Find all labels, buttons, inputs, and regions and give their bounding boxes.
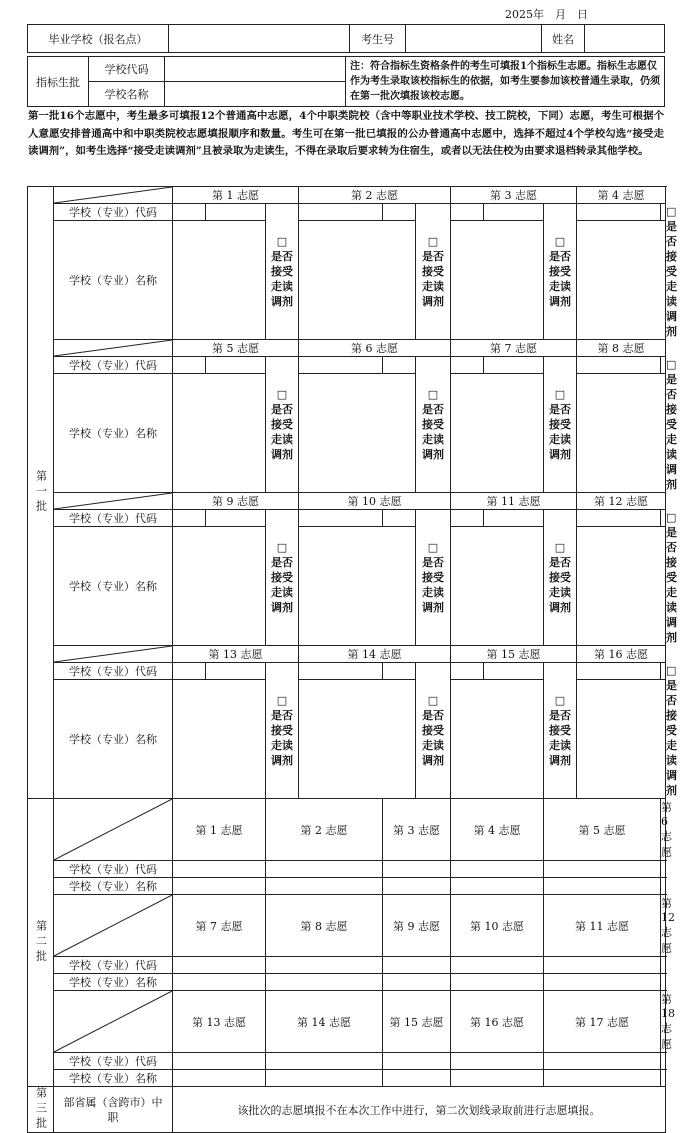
batch1-code-label: 学校（专业）代码 [54,357,173,374]
batch2-name-input[interactable] [173,974,266,991]
batch2-choice-header: 第 6 志愿 [661,799,666,861]
batch1-name-input[interactable] [299,221,416,340]
batch1-choice-header: 第 4 志愿 [577,187,666,204]
batch1-name-input[interactable] [299,527,416,646]
accept-commute-text: 走读 [271,280,293,293]
accept-commute-text: 是否 [549,403,571,416]
school-label: 毕业学校（报名点） [28,25,169,53]
indicator-title: 指标生批 [28,57,89,107]
batch2-name-label: 学校（专业）名称 [54,878,173,895]
accept-commute-text: 走读 [422,433,444,446]
accept-commute-text: 调剂 [422,448,444,461]
student-info-table [27,24,665,53]
batch3-note: 该批次的志愿填报不在本次工作中进行，第二次划线录取前进行志愿填报。 [173,1087,666,1133]
checkbox-icon[interactable]: □ [427,235,439,248]
batch1-code-input[interactable] [661,204,666,221]
indicator-code-label: 学校代码 [89,57,165,82]
batch1-name-input[interactable] [577,680,666,799]
batch1-name-label: 学校（专业）名称 [54,680,173,799]
accept-commute-checkbox[interactable] [416,663,451,799]
checkbox-icon[interactable]: □ [276,388,288,401]
date-line: 2025年 月 日 [505,8,588,21]
accept-commute-text: 是否 [271,556,293,569]
batch2-code-input[interactable] [266,957,383,974]
accept-commute-text: 调剂 [549,754,571,767]
accept-commute-text: 调剂 [422,295,444,308]
batch1-name-input[interactable] [451,374,544,493]
batch3-dept-label: 部省属（含跨市）中职 [54,1087,173,1133]
accept-commute-checkbox[interactable] [416,510,451,646]
batch1-name-input[interactable] [451,680,544,799]
batch2-choice-header: 第 8 志愿 [266,895,383,957]
batch1-code-input[interactable] [383,510,416,527]
accept-commute-text: 是否 [422,556,444,569]
batch1-code-input[interactable] [299,663,383,680]
accept-commute-text: 是否 [422,709,444,722]
batch2-code-input[interactable] [173,861,266,878]
batch1-name-label: 学校（专业）名称 [54,221,173,340]
batch1-label: 第一批 [28,187,54,799]
batch2-name-input[interactable] [451,878,544,895]
batch1-choice-header: 第 3 志愿 [451,187,577,204]
accept-commute-text: 接受 [422,724,444,737]
diagonal-header-cell [54,799,173,861]
batch1-name-input[interactable] [299,374,416,493]
batch1-name-input[interactable] [173,527,266,646]
indicator-name-label: 学校名称 [89,82,165,107]
batch1-choice-header: 第 5 志愿 [173,340,299,357]
accept-commute-checkbox[interactable] [416,357,451,493]
checkbox-icon[interactable]: □ [427,541,439,554]
accept-commute-text: 走读 [271,433,293,446]
accept-commute-text: 调剂 [271,295,293,308]
batch1-name-input[interactable] [451,527,544,646]
batch1-code-input[interactable] [451,663,484,680]
batch2-choice-header: 第 11 志愿 [544,895,661,957]
batch1-name-input[interactable] [577,374,666,493]
accept-commute-text: 调剂 [549,448,571,461]
accept-commute-text: 调剂 [549,295,571,308]
accept-commute-text: 是否 [271,709,293,722]
accept-commute-text: 接受 [549,724,571,737]
batch2-choice-header: 第 5 志愿 [544,799,661,861]
batch2-name-input[interactable] [451,1070,544,1087]
batch2-code-label: 学校（专业）代码 [54,861,173,878]
accept-commute-text: 接受 [422,265,444,278]
batch2-name-input[interactable] [661,1070,666,1087]
accept-commute-checkbox[interactable] [544,204,577,340]
accept-commute-checkbox[interactable] [416,204,451,340]
accept-commute-text: 是否 [422,250,444,263]
accept-commute-text: 走读 [549,739,571,752]
batch2-name-input[interactable] [266,878,383,895]
batch2-choice-header: 第 17 志愿 [544,991,661,1053]
intro-text: 第一批16个志愿中，考生最多可填报12个普通高中志愿，4个中职类院校（含中等职业技术学校、技工院校，下同）志愿，考生可根据个人意愿安排普通高中和中职类院校志愿填报顺序和数量。考生可在第一批已填报的公办普通高中志愿中，选择不超过4个学校勾选“接受走读调剂”，如考生选择“接受走读调剂”且被录取为走读生，不得在录取后要求转为住宿生，或者以无法住校为由要求退档转录其他学校。 [28,110,664,157]
diagonal-header-cell [54,493,173,510]
accept-commute-text: 走读 [422,280,444,293]
batch2-choice-header: 第 4 志愿 [451,799,544,861]
batch1-code-input[interactable] [299,510,383,527]
accept-commute-text: 是否 [422,403,444,416]
batch1-code-input[interactable] [661,357,666,374]
diagonal-header-cell [54,340,173,357]
batch1-name-input[interactable] [173,221,266,340]
accept-commute-text: 是否 [549,556,571,569]
batch2-choice-header: 第 10 志愿 [451,895,544,957]
batch2-code-input[interactable] [383,957,451,974]
batch2-choice-header: 第 2 志愿 [266,799,383,861]
accept-commute-text: 走读 [422,739,444,752]
batch2-code-input[interactable] [451,1053,544,1070]
batch1-code-input[interactable] [299,204,383,221]
batch2-name-input[interactable] [661,878,666,895]
accept-commute-text: 接受 [422,571,444,584]
batch2-code-label: 学校（专业）代码 [54,1053,173,1070]
batch2-name-input[interactable] [383,1070,451,1087]
checkbox-icon[interactable]: □ [276,694,288,707]
accept-commute-text: 走读 [549,586,571,599]
batch2-name-input[interactable] [451,974,544,991]
diagonal-header-cell [54,187,173,204]
batch1-code-input[interactable] [299,357,383,374]
accept-commute-text: 调剂 [271,754,293,767]
accept-commute-text: 调剂 [271,601,293,614]
accept-commute-text: 走读 [422,586,444,599]
accept-commute-text: 是否 [549,250,571,263]
batch2-name-input[interactable] [661,974,666,991]
batch1-code-input[interactable] [577,204,661,221]
batch1-code-input[interactable] [484,204,544,221]
batch1-name-input[interactable] [451,221,544,340]
batch1-choice-header: 第 11 志愿 [451,493,577,510]
batch1-choice-header: 第 13 志愿 [173,646,299,663]
batch2-choice-header: 第 12 志愿 [661,895,666,957]
batch1-code-input[interactable] [206,510,266,527]
batch2-name-input[interactable] [266,1070,383,1087]
accept-commute-text: 接受 [549,571,571,584]
diagonal-header-cell [54,895,173,957]
batch2-code-input[interactable] [544,957,661,974]
accept-commute-text: 调剂 [271,448,293,461]
batch2-choice-header: 第 13 志愿 [173,991,266,1053]
batch2-name-label: 学校（专业）名称 [54,974,173,991]
batch1-code-input[interactable] [577,357,661,374]
batch1-choice-header: 第 14 志愿 [299,646,451,663]
accept-commute-text: 接受 [271,571,293,584]
batch2-choice-header: 第 1 志愿 [173,799,266,861]
accept-commute-text: 调剂 [422,754,444,767]
batch1-choice-header: 第 2 志愿 [299,187,451,204]
checkbox-icon[interactable]: □ [276,541,288,554]
accept-commute-text: 接受 [549,418,571,431]
checkbox-icon[interactable]: □ [276,235,288,248]
batch2-code-input[interactable] [661,957,666,974]
batch1-choice-header: 第 8 志愿 [577,340,666,357]
accept-commute-text: 接受 [271,724,293,737]
batch1-code-input[interactable] [383,663,416,680]
batch2-name-input[interactable] [544,974,661,991]
indicator-table [27,56,665,107]
batch2-name-label: 学校（专业）名称 [54,1070,173,1087]
batch1-code-label: 学校（专业）代码 [54,204,173,221]
batch1-code-input[interactable] [173,663,206,680]
batch1-choice-header: 第 9 志愿 [173,493,299,510]
batch1-name-input[interactable] [577,527,666,646]
batch2-name-input[interactable] [544,878,661,895]
batch2-choice-header: 第 3 志愿 [383,799,451,861]
batch2-name-input[interactable] [266,974,383,991]
checkbox-icon[interactable]: □ [554,541,566,554]
batch1-code-input[interactable] [206,663,266,680]
exam-no-label: 考生号 [350,25,406,53]
checkbox-icon[interactable]: □ [427,694,439,707]
batch1-code-input[interactable] [484,663,544,680]
batch2-code-input[interactable] [173,1053,266,1070]
batch1-choice-header: 第 15 志愿 [451,646,577,663]
accept-commute-text: 走读 [549,280,571,293]
name-label: 姓名 [542,25,585,53]
batch1-code-input[interactable] [173,204,206,221]
accept-commute-text: 是否 [271,250,293,263]
batch1-name-input[interactable] [299,680,416,799]
batch1-code-input[interactable] [206,204,266,221]
batch2-choice-header: 第 16 志愿 [451,991,544,1053]
accept-commute-text: 是否 [271,403,293,416]
accept-commute-checkbox[interactable] [544,357,577,493]
accept-commute-checkbox[interactable] [266,510,299,646]
batch1-code-input[interactable] [451,357,484,374]
batch2-name-input[interactable] [383,974,451,991]
batch2-code-input[interactable] [266,1053,383,1070]
batch2-choice-header: 第 15 志愿 [383,991,451,1053]
batch1-code-input[interactable] [206,357,266,374]
accept-commute-text: 接受 [549,265,571,278]
batch2-choice-header: 第 14 志愿 [266,991,383,1053]
batch1-code-input[interactable] [484,357,544,374]
batch3-label: 第三批 [28,1087,54,1133]
indicator-name-input[interactable] [165,82,346,107]
batch1-code-label: 学校（专业）代码 [54,510,173,527]
batch1-name-label: 学校（专业）名称 [54,527,173,646]
batch2-code-input[interactable] [544,1053,661,1070]
batch1-choice-header: 第 16 志愿 [577,646,666,663]
accept-commute-text: 调剂 [422,601,444,614]
batch2-name-input[interactable] [173,1070,266,1087]
batch1-code-input[interactable] [451,510,484,527]
accept-commute-text: 接受 [271,265,293,278]
batch1-name-label: 学校（专业）名称 [54,374,173,493]
batch2-name-input[interactable] [544,1070,661,1087]
batch1-code-input[interactable] [451,204,484,221]
batch1-code-input[interactable] [383,357,416,374]
accept-commute-checkbox[interactable] [544,510,577,646]
batch2-name-input[interactable] [383,878,451,895]
exam-no-input[interactable] [406,25,542,53]
batch1-choice-header: 第 10 志愿 [299,493,451,510]
batch2-code-input[interactable] [383,861,451,878]
accept-commute-text: 调剂 [549,601,571,614]
school-input[interactable] [169,25,350,53]
batch1-code-input[interactable] [577,510,661,527]
accept-commute-text: 走读 [271,586,293,599]
name-input[interactable] [585,25,665,53]
batch2-code-label: 学校（专业）代码 [54,957,173,974]
batch2-choice-header: 第 7 志愿 [173,895,266,957]
accept-commute-text: 是否 [549,709,571,722]
batch1-choice-header: 第 6 志愿 [299,340,451,357]
batch1-choice-header: 第 7 志愿 [451,340,577,357]
batch2-code-input[interactable] [383,1053,451,1070]
choices-table: 第一批 第 1 志愿 第 2 志愿 第 3 志愿 第 4 志愿 学校（专业）代码 □ 是否 接受 走读 调剂 □ 是否 接受 走读 调剂 □ 是否 接受 走读 调剂 □ 是否 接受 走读 调剂 学校（专业）名称 第 5 志愿 第 6 志愿 第 7 志愿 第 8 志愿 学校（专业）代码 □ 是否 接受 走读 调剂 □ 是否 接受 走读 调剂 □ 是否 接受 走读 调剂 □ 是否 接受 走读 调剂 学校（专业）名称 第 9 志愿 第 10 志愿 第 11 志愿 第 12 志愿 学校（专业）代码 □ 是否 接受 走读 调剂 □ 是否 接受 走读 调剂 □ 是否 接受 走读 调剂 □ 是否 接受 走读 调剂 学校（专业）名称 第 13 志愿 第 14 志愿 第 15 志愿 第 16 志愿 学校（专业）代码 □ 是否 接受 走读 调剂 □ 是否 接受 走读 调剂 □ 是否 接受 走读 调剂 □ 是否 接受 走读 调剂 学校（专业）名称 第二批 第 1 志愿 第 2 志愿 第 3 志愿 第 4 志愿 第 5 志愿 第 6 志愿 学校（专业）代码 学校（专业）名称 第 7 志愿 第 8 志愿 第 9 志愿 第 10 志愿 第 11 志愿 第 12 志愿 学校（专业）代码 学校（专业）名称 第 13 志愿 第 14 志愿 第 15 志愿 第 16 志愿 第 17 志愿 第 18 志愿 学校（专业）代码 学校（专业）名称 第三批 部省属（含跨市）中职 该批次的志愿填报不在本次工作中进行，第二次划线录取前进行志愿填报。 [27,186,666,1133]
diagonal-header-cell [54,991,173,1053]
batch1-code-input[interactable] [383,204,416,221]
checkbox-icon[interactable]: □ [554,235,566,248]
batch1-code-input[interactable] [484,510,544,527]
diagonal-header-cell [54,646,173,663]
indicator-code-input[interactable] [165,57,346,82]
batch1-name-input[interactable] [173,374,266,493]
batch2-code-input[interactable] [451,957,544,974]
batch1-code-input[interactable] [661,663,666,680]
batch1-name-input[interactable] [577,221,666,340]
batch2-code-input[interactable] [451,861,544,878]
batch2-code-input[interactable] [544,861,661,878]
batch2-code-input[interactable] [266,861,383,878]
batch1-code-input[interactable] [173,357,206,374]
batch1-name-input[interactable] [173,680,266,799]
batch1-code-input[interactable] [173,510,206,527]
accept-commute-text: 接受 [422,418,444,431]
accept-commute-checkbox[interactable] [266,357,299,493]
accept-commute-text: 走读 [549,433,571,446]
batch1-code-input[interactable] [661,510,666,527]
checkbox-icon[interactable]: □ [554,694,566,707]
batch2-label: 第二批 [28,799,54,1087]
batch2-code-input[interactable] [173,957,266,974]
accept-commute-checkbox[interactable] [266,204,299,340]
batch2-choice-header: 第 9 志愿 [383,895,451,957]
accept-commute-text: 走读 [271,739,293,752]
accept-commute-checkbox[interactable] [266,663,299,799]
batch2-code-input[interactable] [661,861,666,878]
batch2-name-input[interactable] [173,878,266,895]
batch2-choice-header: 第 18 志愿 [661,991,666,1053]
checkbox-icon[interactable]: □ [554,388,566,401]
batch1-choice-header: 第 12 志愿 [577,493,666,510]
batch1-choice-header: 第 1 志愿 [173,187,299,204]
checkbox-icon[interactable]: □ [427,388,439,401]
accept-commute-text: 接受 [271,418,293,431]
indicator-note: 注：符合指标生资格条件的考生可填报1个指标生志愿。指标生志愿仅作为考生录取该校指标生的依据，如考生要参加该校普通生录取，仍须在第一批次填报该校志愿。 [346,57,665,107]
batch1-code-label: 学校（专业）代码 [54,663,173,680]
accept-commute-checkbox[interactable] [544,663,577,799]
batch2-code-input[interactable] [661,1053,666,1070]
batch1-code-input[interactable] [577,663,661,680]
